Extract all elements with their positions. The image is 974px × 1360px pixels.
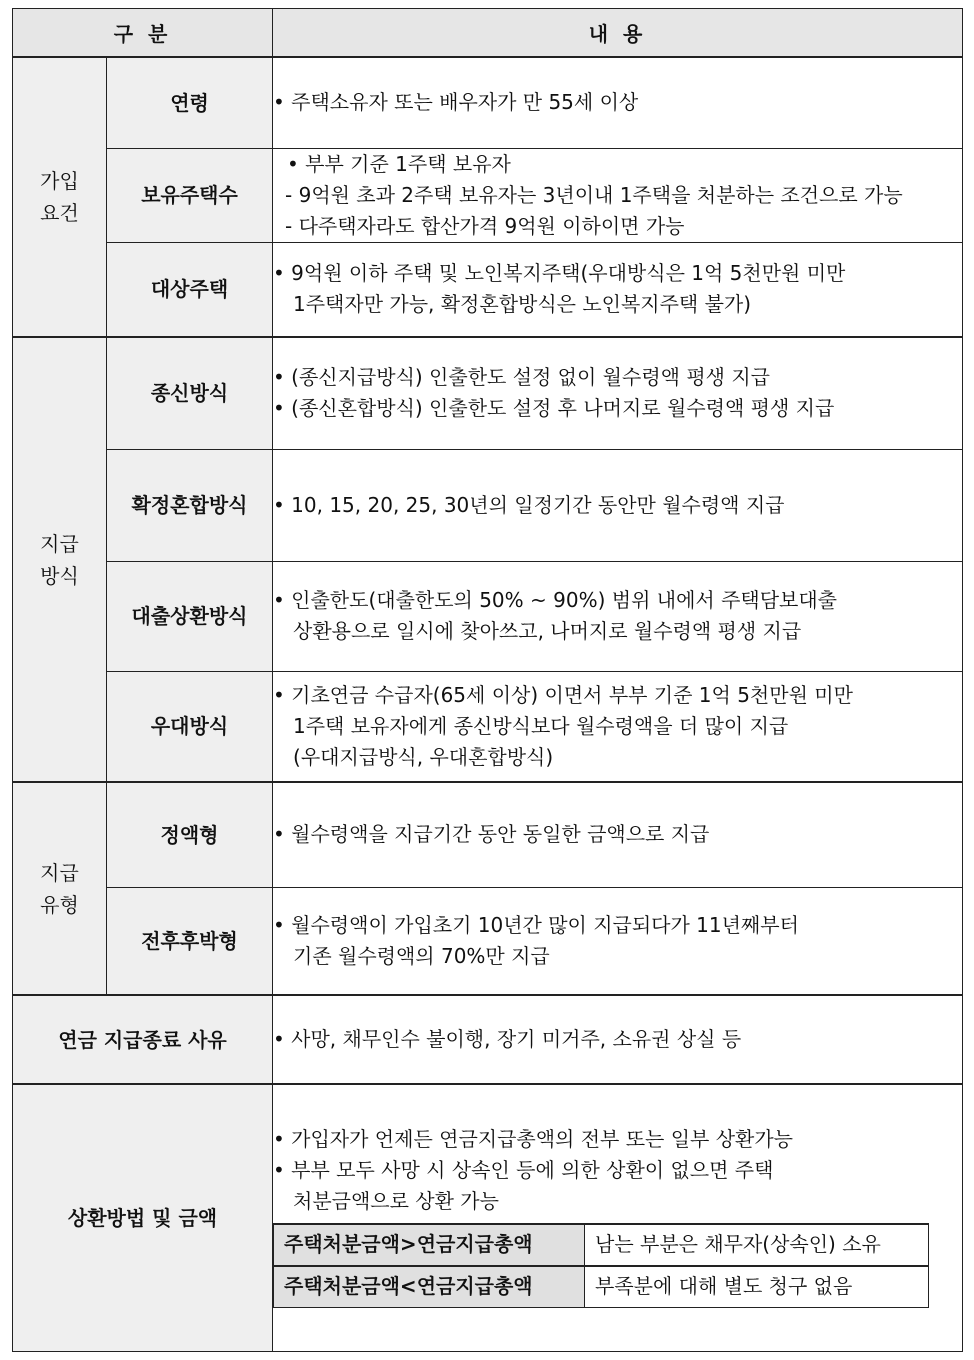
subtable-key: 주택처분금액>연금지급총액: [274, 1224, 585, 1266]
subtable-key: 주택처분금액<연금지급총액: [274, 1266, 585, 1308]
row-label-front-loaded: 전후후박형: [107, 887, 273, 995]
subtable-row: [274, 1224, 929, 1266]
group-join-requirements: 가입 요건: [13, 57, 107, 337]
row-label-fixed-mix: 확정혼합방식: [107, 449, 273, 561]
row-content-front-loaded: • 월수령액이 가입초기 10년간 많이 지급되다가 11년째부터 기존 월수령액의 70%만 지급: [273, 887, 963, 995]
header-content: 내 용: [273, 9, 963, 58]
row-label-age: 연령: [107, 57, 273, 148]
row-label-lifetime: 종신방식: [107, 337, 273, 449]
row-content-flat: • 월수령액을 지급기간 동안 동일한 금액으로 지급: [273, 782, 963, 887]
row-content-age: • 주택소유자 또는 배우자가 만 55세 이상: [273, 57, 963, 148]
repayment-subtable: [273, 1223, 929, 1308]
row-content-preferential: • 기초연금 수급자(65세 이상) 이면서 부부 기준 1억 5천만원 미만 1주택 보유자에게 종신방식보다 월수령액을 더 많이 지급 (우대지급방식, 우대혼합방식): [273, 671, 963, 782]
subtable-row: [274, 1266, 929, 1308]
row-label-preferential: 우대방식: [107, 671, 273, 782]
header-category: 구 분: [13, 9, 273, 58]
group-payment-method: 지급 방식: [13, 337, 107, 782]
subtable-value: 부족분에 대해 별도 청구 없음: [585, 1266, 929, 1308]
group-payment-type: 지급 유형: [13, 782, 107, 995]
row-content-houses: • 부부 기준 1주택 보유자 - 9억원 초과 2주택 보유자는 3년이내 1주택을 처분하는 조건으로 가능 - 다주택자라도 합산가격 9억원 이하이면 가능: [273, 148, 963, 242]
reverse-mortgage-table: [12, 8, 963, 1352]
row-label-flat: 정액형: [107, 782, 273, 887]
row-content-lifetime: • (종신지급방식) 인출한도 설정 없이 월수령액 평생 지급 • (종신혼합방식) 인출한도 설정 후 나머지로 월수령액 평생 지급: [273, 337, 963, 449]
row-content-loan-repay: • 인출한도(대출한도의 50% ~ 90%) 범위 내에서 주택담보대출 상환용으로 일시에 찾아쓰고, 나머지로 월수령액 평생 지급: [273, 561, 963, 671]
row-label-houses: 보유주택수: [107, 148, 273, 242]
row-label-termination: 연금 지급종료 사유: [13, 995, 273, 1084]
row-label-target: 대상주택: [107, 242, 273, 337]
row-content-fixed-mix: • 10, 15, 20, 25, 30년의 일정기간 동안만 월수령액 지급: [273, 449, 963, 561]
row-content-target: • 9억원 이하 주택 및 노인복지주택(우대방식은 1억 5천만원 미만 1주택자만 가능, 확정혼합방식은 노인복지주택 불가): [273, 242, 963, 337]
subtable-value: 남는 부분은 채무자(상속인) 소유: [585, 1224, 929, 1266]
row-label-loan-repay: 대출상환방식: [107, 561, 273, 671]
row-content-termination: • 사망, 채무인수 불이행, 장기 미거주, 소유권 상실 등: [273, 995, 963, 1084]
row-content-repayment: • 가입자가 언제든 연금지급총액의 전부 또는 일부 상환가능 • 부부 모두 사망 시 상속인 등에 의한 상환이 없으면 주택 처분금액으로 상환 가능 주택처분금액>연금지급총액 남는 부분은 채무자(상속인) 소유 주택처분금액<연금지급총액 부족분에 대해 별도 청구 없음: [273, 1084, 963, 1351]
row-label-repayment: 상환방법 및 금액: [13, 1084, 273, 1351]
